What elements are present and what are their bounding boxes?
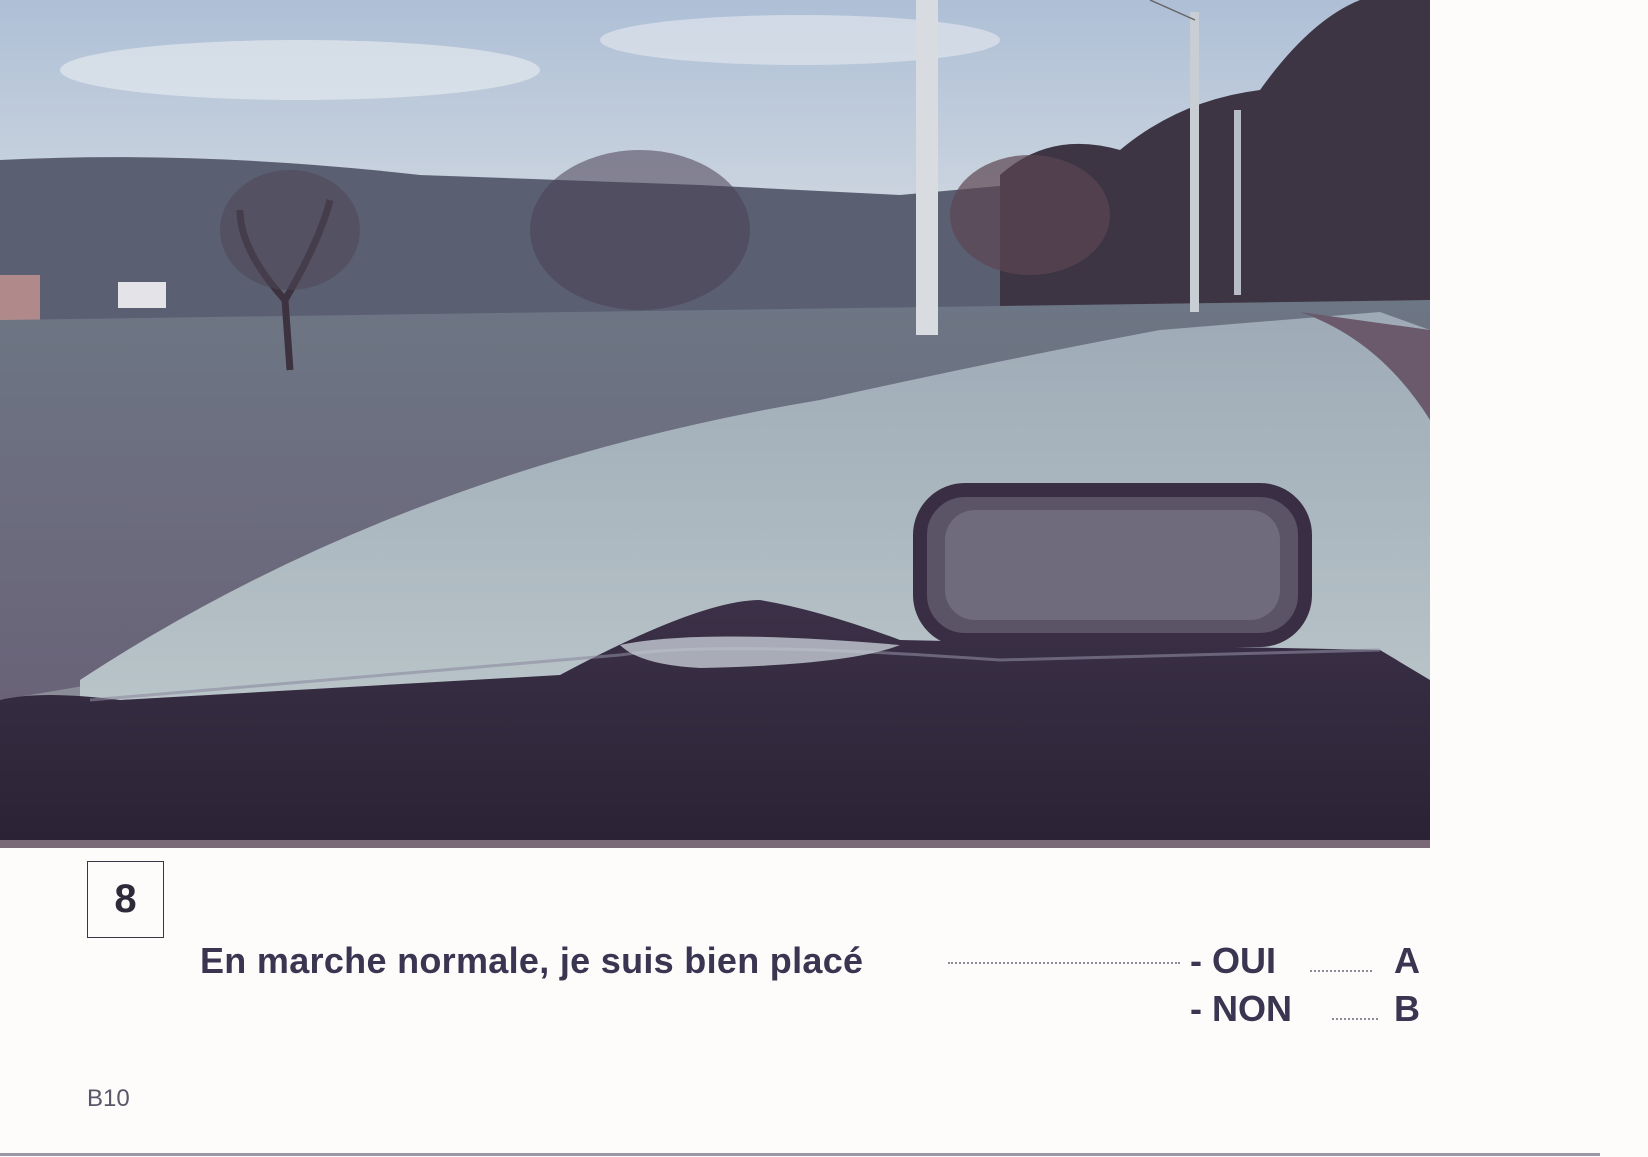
page-reference: B10	[87, 1085, 130, 1112]
question-number-box	[87, 861, 164, 938]
utility-pole	[916, 0, 938, 335]
answer-oui-leader	[1310, 970, 1372, 972]
answer-non-label: - NON	[1190, 988, 1292, 1029]
answer-non-code: B	[1394, 988, 1420, 1029]
answer-oui-code: A	[1394, 940, 1420, 981]
question-number: 8	[114, 877, 137, 921]
answer-non-leader	[1332, 1018, 1378, 1020]
bottom-rule	[0, 1153, 1600, 1156]
answer-non[interactable]	[1190, 988, 1420, 1032]
answer-oui[interactable]	[1190, 940, 1420, 984]
answer-oui-label: - OUI	[1190, 940, 1276, 981]
question-text: En marche normale, je suis bien placé	[200, 940, 864, 981]
question-leader-dots	[948, 962, 1180, 964]
